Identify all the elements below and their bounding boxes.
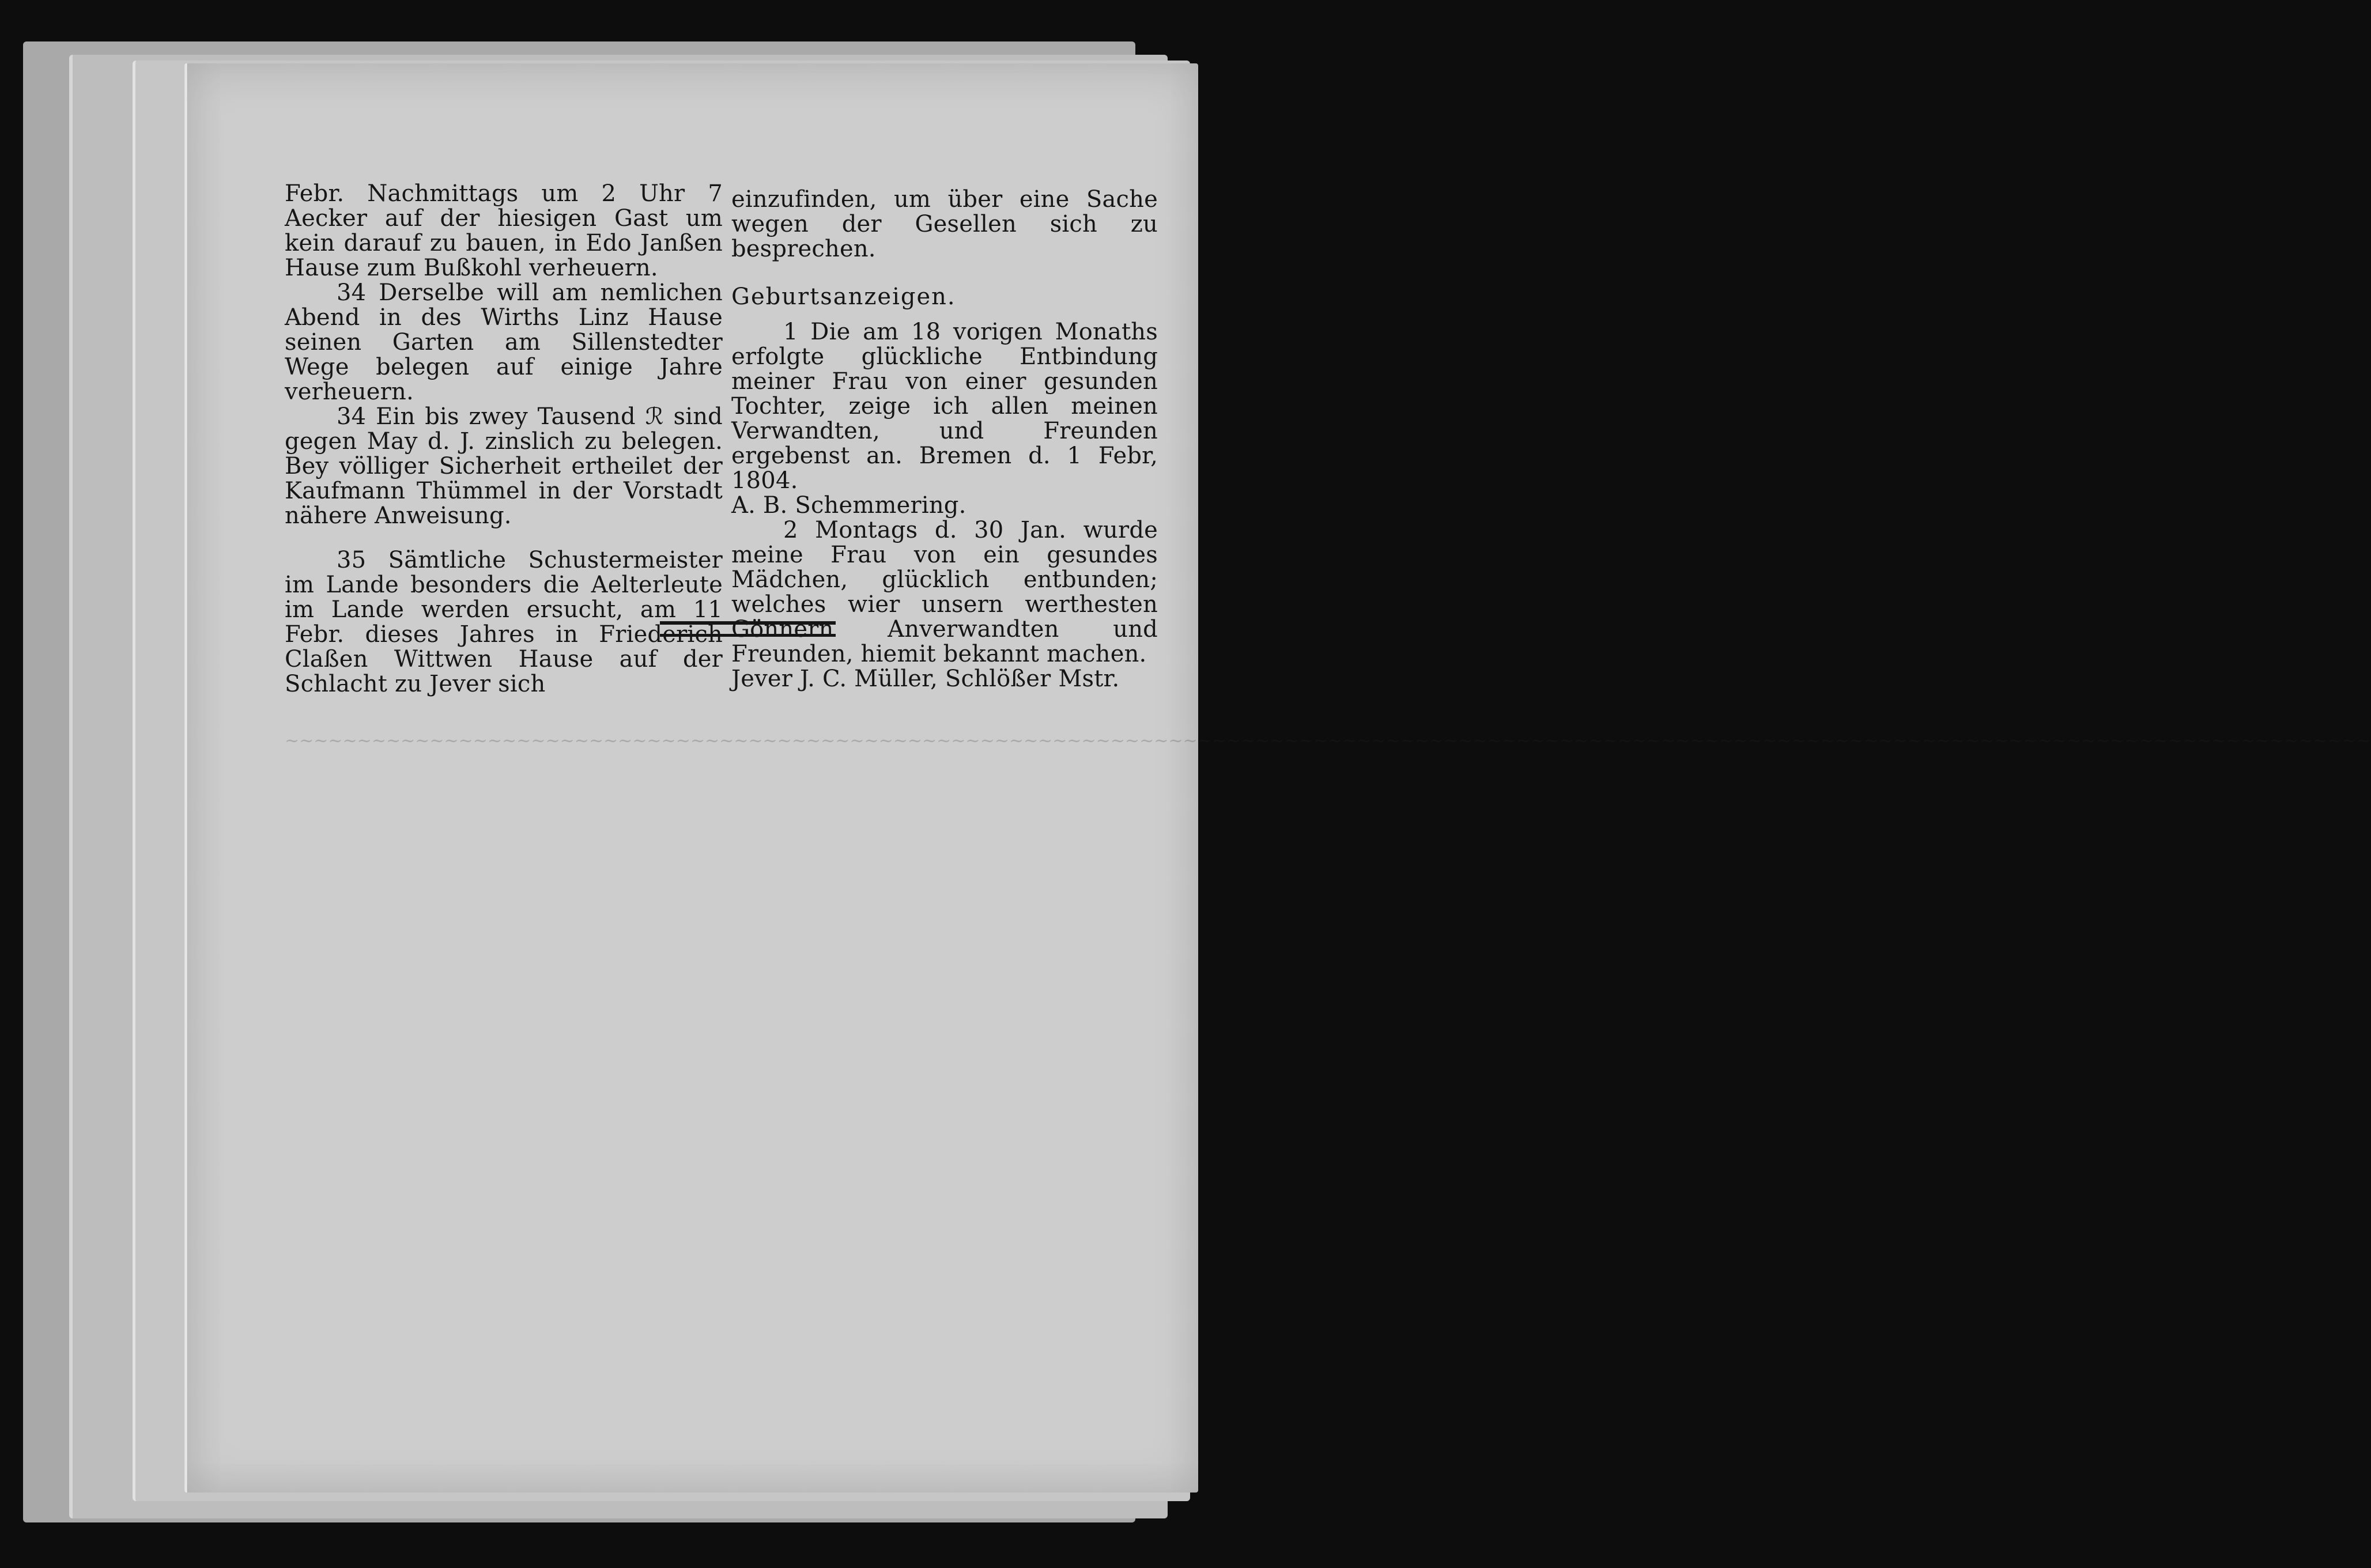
ad-34-loan: 34 Ein bis zwey Tausend ℛ sind gegen May d. J. zinslich zu belegen. Bey völliger Sicherheit ertheilet der Kaufmann Thümmel in der Vorstadt nähere Anweisung. [285, 403, 723, 529]
birth-notice-2: 2 Montags d. 30 Jan. wurde meine Frau von ein gesundes Mädchen, glücklich entbunden; welches wier unsern werthesten Gönnern Anverwandten und Freunden, hiemit bekannt machen. [731, 517, 1158, 667]
show-through-left: ~~~~~~~~~~~~~~~~~~~~~~~~~~~~~~~~~~~~~~~~~~~~~~~~~~~~~~~~~~~~~~~~~~~~~~~~~~~~~~~~~~~~~~~~~~~~~~~~~~~~~~~~~~~~~~~~~~~~~~~~~~~~~~~~~~~~~~~~~~~~~~~~ [285, 731, 2371, 751]
ad-34-garden: 34 Derselbe will am nemlichen Abend in des Wirths Linz Hause seinen Garten am Sillenstedter Wege belegen auf einige Jahre verheuern. [285, 279, 723, 405]
ad-continuation: Febr. Nachmittags um 2 Uhr 7 Aecker auf der hiesigen Gast um kein darauf zu bauen, in Edo Janßen Hause zum Bußkohl verheuern. [285, 180, 723, 281]
document-page [184, 63, 2371, 1493]
ad-35-continuation: einzufinden, um über eine Sache wegen der Gesellen sich zu besprechen. [731, 186, 1158, 262]
closing-rule [660, 621, 836, 637]
birth-notice-1-signature: A. B. Schemmering. [731, 492, 966, 519]
section-heading: Geburtsanzeigen. [731, 284, 956, 310]
left-column [285, 182, 723, 697]
birth-notice-1: 1 Die am 18 vorigen Monaths erfolgte glückliche Entbindung meiner Frau von einer gesunden Tochter, zeige ich allen meinen Verwandten, und Freunden ergebenst an. Bremen d. 1 Febr, 1804. [731, 319, 1158, 494]
ad-35-shoemakers: 35 Sämtliche Schustermeister im Lande besonders die Aelterleute im Lande werden ersucht, am 11 Febr. dieses Jahres in Friederich Claßen Wittwen Hause auf der Schlacht zu Jever sich [285, 547, 723, 697]
right-column [731, 187, 1158, 692]
page-edge [186, 63, 187, 1493]
birth-notice-2-signature: Jever J. C. Müller, Schlößer Mstr. [731, 666, 1120, 692]
